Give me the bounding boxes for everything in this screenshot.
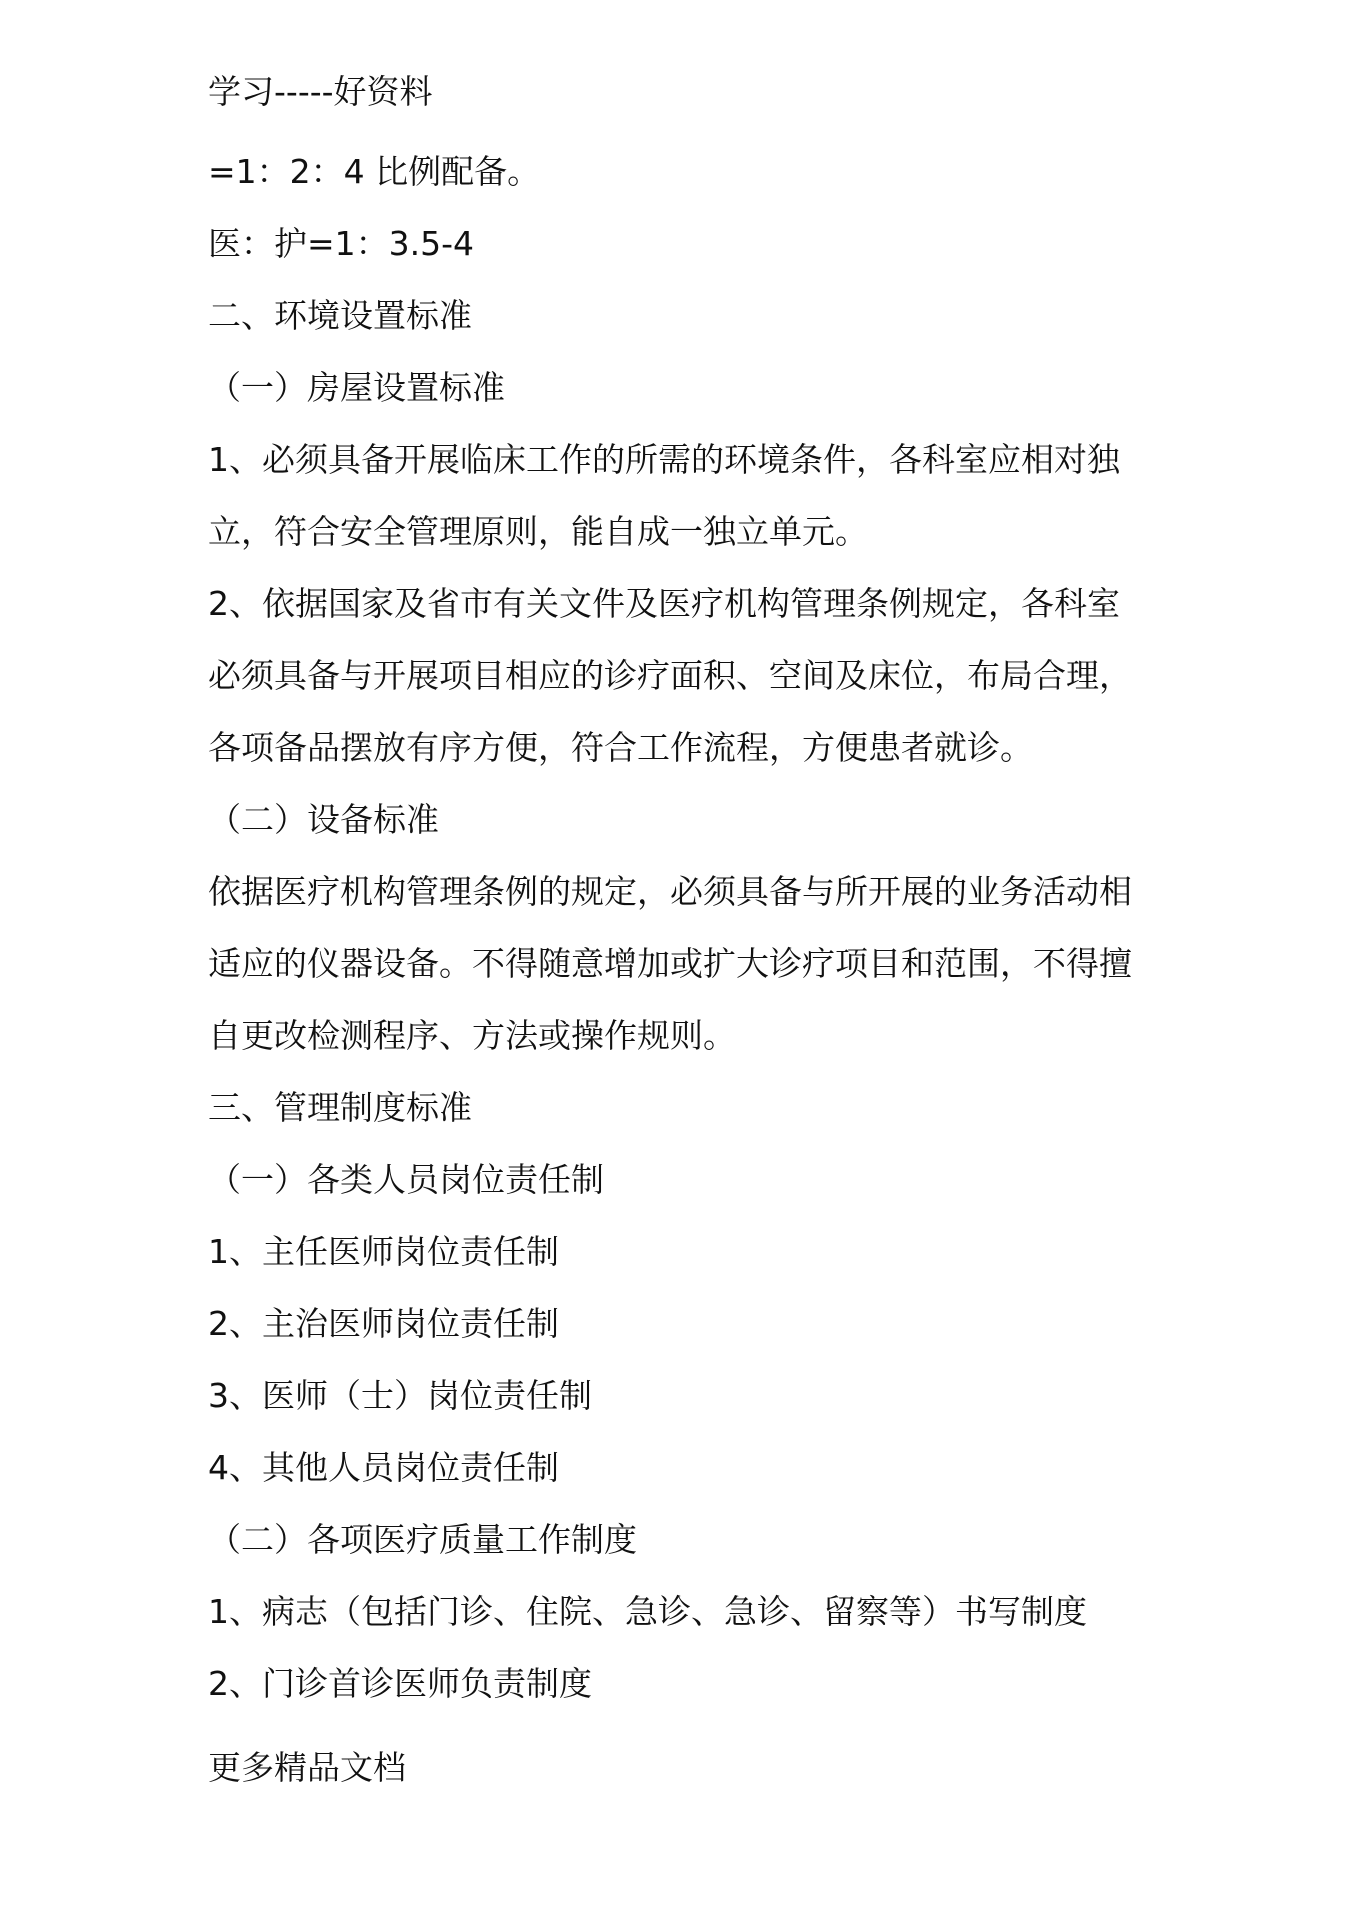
page-header: 学习-----好资料 xyxy=(208,72,433,111)
list-item: 3、医师（士）岗位责任制 xyxy=(208,1376,592,1415)
list-item: 1、主任医师岗位责任制 xyxy=(208,1232,559,1271)
subsection-heading: （一）房屋设置标准 xyxy=(208,368,505,407)
body-line: 适应的仪器设备。不得随意增加或扩大诊疗项目和范围，不得擅 xyxy=(208,944,1132,983)
body-line: 2、依据国家及省市有关文件及医疗机构管理条例规定，各科室 xyxy=(208,584,1120,623)
page-footer: 更多精品文档 xyxy=(208,1748,406,1787)
body-line: 各项备品摆放有序方便，符合工作流程，方便患者就诊。 xyxy=(208,728,1033,767)
body-line: =1：2：4 比例配备。 xyxy=(208,152,541,191)
subsection-heading: （二）各项医疗质量工作制度 xyxy=(208,1520,637,1559)
subsection-heading: （二）设备标准 xyxy=(208,800,439,839)
body-line: 立，符合安全管理原则，能自成一独立单元。 xyxy=(208,512,868,551)
document-body xyxy=(208,136,1188,1720)
body-line: 1、必须具备开展临床工作的所需的环境条件，各科室应相对独 xyxy=(208,440,1120,479)
list-item: 4、其他人员岗位责任制 xyxy=(208,1448,559,1487)
body-line: 依据医疗机构管理条例的规定，必须具备与所开展的业务活动相 xyxy=(208,872,1132,911)
section-heading: 二、环境设置标准 xyxy=(208,296,472,335)
list-item: 2、门诊首诊医师负责制度 xyxy=(208,1664,592,1703)
body-line: 自更改检测程序、方法或操作规则。 xyxy=(208,1016,736,1055)
body-line: 必须具备与开展项目相应的诊疗面积、空间及床位，布局合理， xyxy=(208,656,1132,695)
body-line: 医：护=1：3.5-4 xyxy=(208,224,475,263)
subsection-heading: （一）各类人员岗位责任制 xyxy=(208,1160,604,1199)
list-item: 1、病志（包括门诊、住院、急诊、急诊、留察等）书写制度 xyxy=(208,1592,1087,1631)
list-item: 2、主治医师岗位责任制 xyxy=(208,1304,559,1343)
section-heading: 三、管理制度标准 xyxy=(208,1088,472,1127)
